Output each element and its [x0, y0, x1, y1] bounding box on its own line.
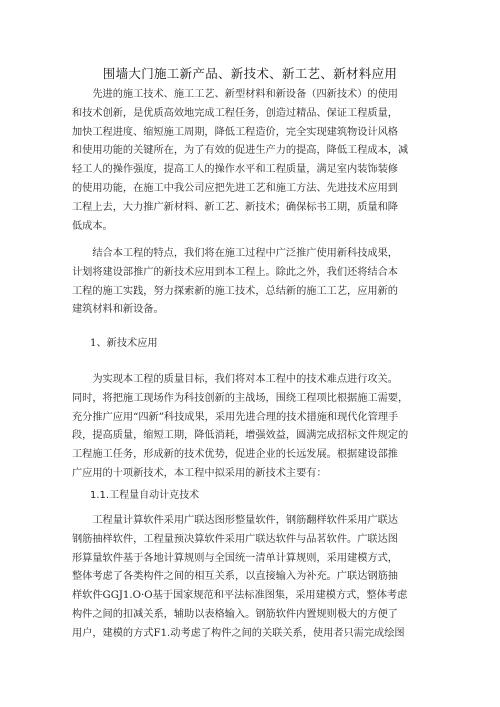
text-line: 用户，建模的方式F1.动考虑了构件之间的关联关系，使用者只需完成绘图	[72, 627, 405, 639]
text-line: 钢筋抽样软件，工程量预决算软件采用广联达软件与品茗软件。广联达图	[72, 533, 398, 545]
text-line: 工程上去，大力推广新材料、新工艺、新技术；确保标书工期，质量和降	[72, 201, 398, 213]
text-line: 为实现本工程的质量目标，我们将对本工程中的技术难点进行攻关。	[72, 374, 398, 385]
text-line: 轻工人的操作强度，提高工人的操作水平和工程质量，满足室内装饰装修	[72, 164, 398, 176]
section-heading-new-technology: 1、新技术应用	[90, 338, 158, 349]
text-line: 建筑材料和新设备。	[72, 304, 164, 316]
document-title: 围墙大门施工新产品、新技术、新工艺、新材料应用	[102, 66, 398, 81]
text-line: 充分推广应用“四新”科技成果，采用先进合理的技术措施和现代化管理手	[72, 411, 399, 423]
text-line: 段，提高质量，缩短工期，降低消耗，增强效益，圆满完成招标文件规定的	[72, 430, 409, 442]
text-line: 工程的施工实践，努力探索新的施工技术，总结新的施工工艺，应用新的	[72, 285, 398, 297]
text-line: 的使用功能，在施工中我公司应把先进工艺和施工方法、先进技术应用到	[72, 182, 398, 194]
paragraph-intro	[72, 86, 434, 236]
text-line: 广应用的十项新技术，本工程中拟采用的新技术主要有：	[72, 467, 327, 479]
text-line: 整体考虑了各类构件之间的相互关系，以直接输入为补充。广联达钢筋抽	[72, 571, 398, 583]
text-line: 样软件GGJ1.O·O基于国家规范和平法标准图集，采用建模方式，整体考虑	[72, 590, 408, 602]
paragraph-project-features	[72, 245, 434, 320]
text-line: 和技术创新，是优质高效地完成工程任务，创造过精品、保证工程质量，	[72, 107, 398, 119]
text-line: 和使用功能的关键所在，为了有效的促进生产力的提高，降低工程成本，减	[72, 145, 409, 157]
text-line: 工程量计算软件采用广联达图形整量软件，钢筋翻样软件采用广联达	[72, 515, 398, 526]
paragraph-quantity-software	[72, 512, 434, 644]
text-line: 形算量软件基于各地计算规则与全国统一清单计算规则，采用建模方式，	[72, 552, 398, 564]
paragraph-quality-goals	[72, 371, 434, 484]
subsection-heading-quantity-calculation: 1.1.工程量自动计克技术	[90, 490, 200, 501]
text-line: 工程施工任务，形成新的技术优势，促进企业的长远发展。根据建设部推	[72, 449, 398, 461]
text-line: 加快工程进度、缩短施工周期，降低工程造价，完全实现建筑物设计风格	[72, 126, 398, 138]
text-line: 先进的施工技术、施工工艺、新型材料和新设备（四新技术）的使用	[72, 89, 398, 100]
text-line: 计划将建设部推广的新技术应用到本工程上。除此之外，我们还将结合本	[72, 266, 398, 278]
text-line: 结合本工程的特点，我们将在施工过程中广泛推广使用新科技成果，	[72, 248, 398, 259]
text-line: 同时，将把施工现场作为科技创新的主战场，围绕工程项比根据施工需要，	[72, 392, 409, 404]
text-line: 低成本。	[72, 220, 113, 232]
text-line: 构件之间的扣减关系，辅助以表格输入。钢筋软件内置规则极大的方便了	[72, 608, 398, 620]
